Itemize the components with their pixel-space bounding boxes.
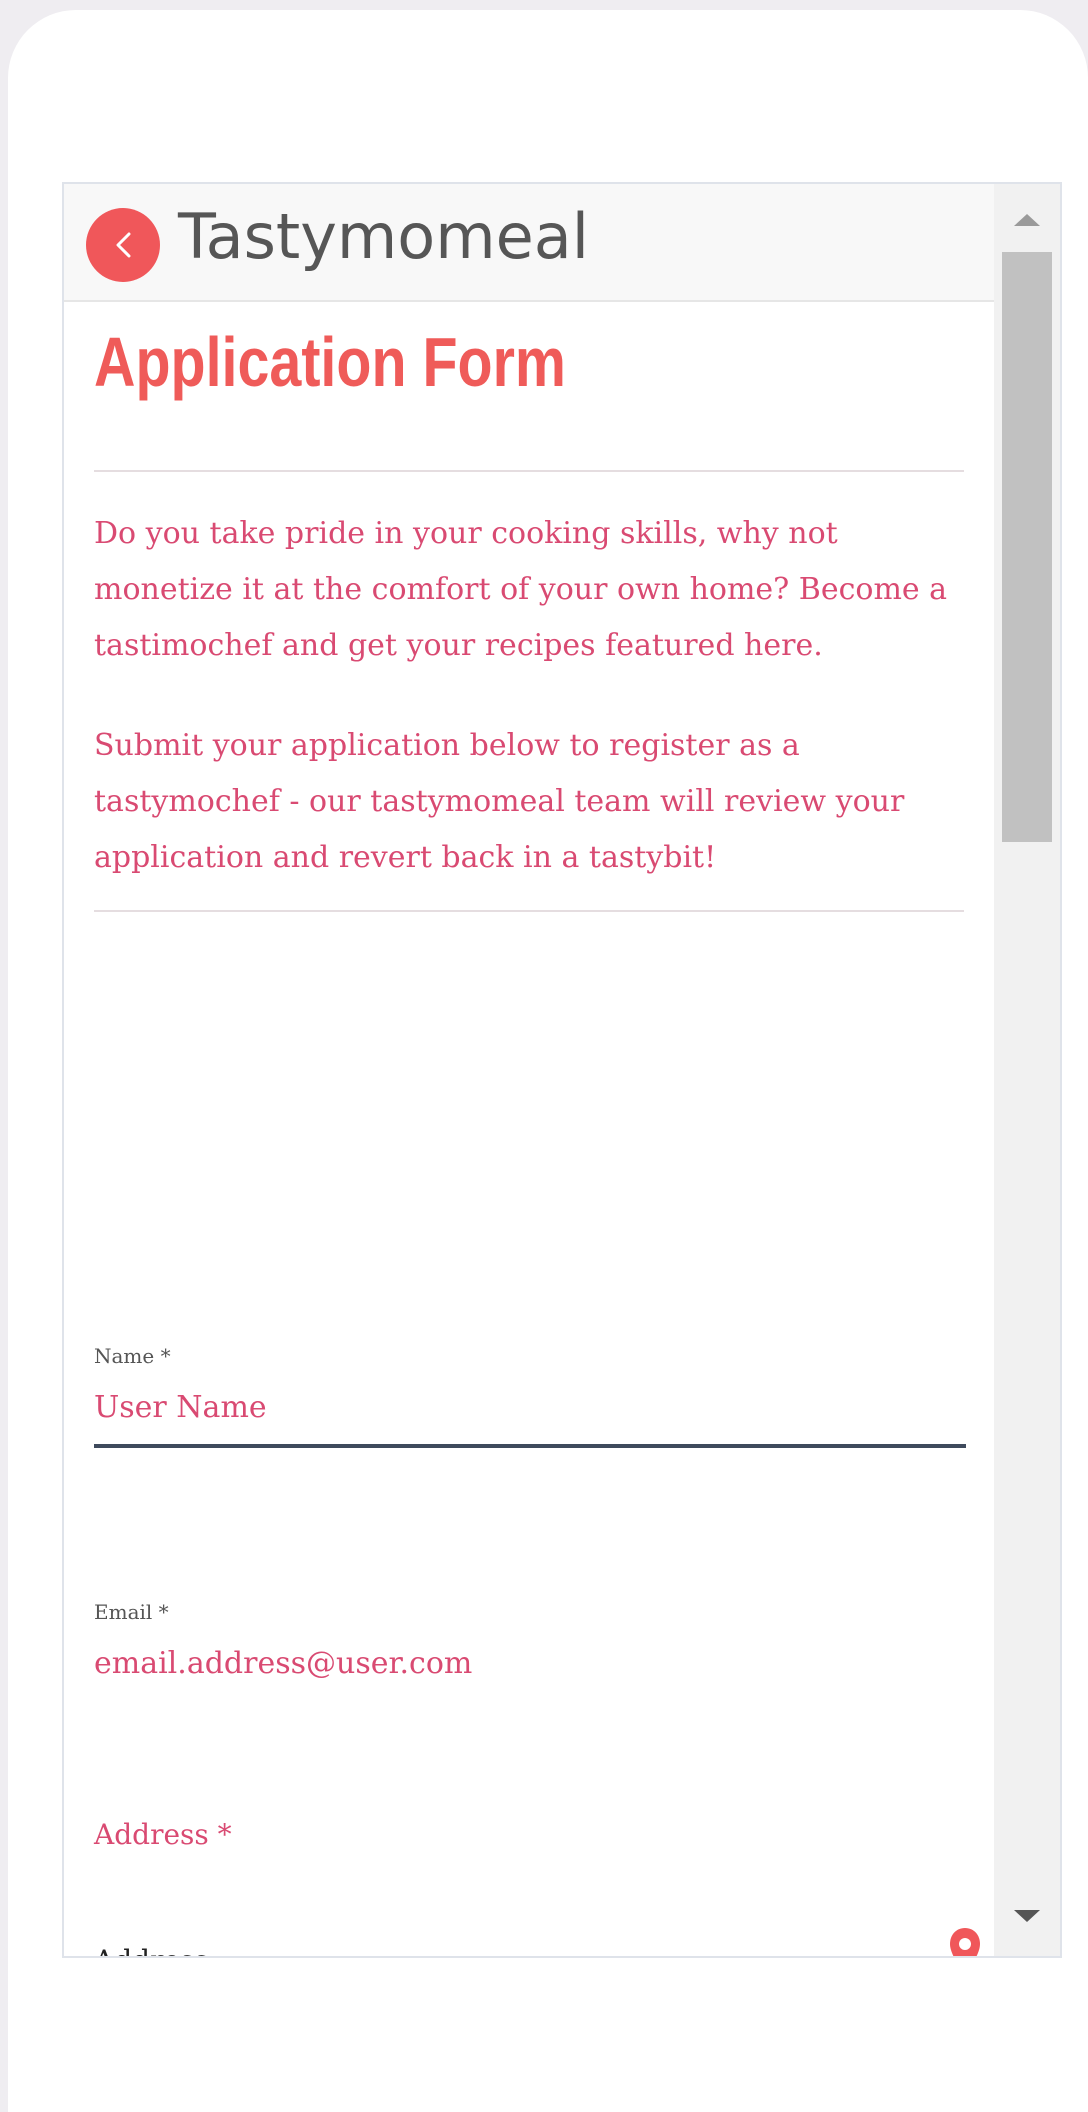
phone-frame xyxy=(8,10,1088,2112)
name-underline xyxy=(94,1444,966,1448)
app-viewport xyxy=(62,182,1062,1958)
back-button[interactable] xyxy=(86,208,160,282)
name-input[interactable]: User Name xyxy=(94,1390,267,1425)
address-input[interactable] xyxy=(94,1944,874,1958)
email-label: Email * xyxy=(94,1600,169,1624)
scroll-down-arrow-icon[interactable] xyxy=(1012,1908,1042,1924)
location-pin-icon[interactable] xyxy=(948,1926,982,1958)
divider xyxy=(94,470,964,472)
scrollbar[interactable] xyxy=(994,184,1060,1956)
email-input[interactable]: email.address@user.com xyxy=(94,1646,473,1681)
name-label: Name * xyxy=(94,1344,171,1368)
divider xyxy=(94,910,964,912)
app-header xyxy=(64,184,994,302)
intro-text: Do you take pride in your cooking skills, why not monetize it at the comfort of your own home? Become a tastimochef and get your recipes featured here. xyxy=(94,516,948,663)
scrollbar-thumb[interactable] xyxy=(1002,252,1052,842)
scroll-up-arrow-icon[interactable] xyxy=(1012,212,1042,228)
submit-note: Submit your application below to register as a tastymochef - our tastymomeal team will review your application and revert back in a tastybit! xyxy=(94,728,905,875)
chevron-left-icon xyxy=(110,228,136,262)
brand-logo: Tastymomeal xyxy=(178,200,589,273)
page-title: Application Form xyxy=(94,323,566,401)
address-label: Address * xyxy=(94,1818,232,1851)
